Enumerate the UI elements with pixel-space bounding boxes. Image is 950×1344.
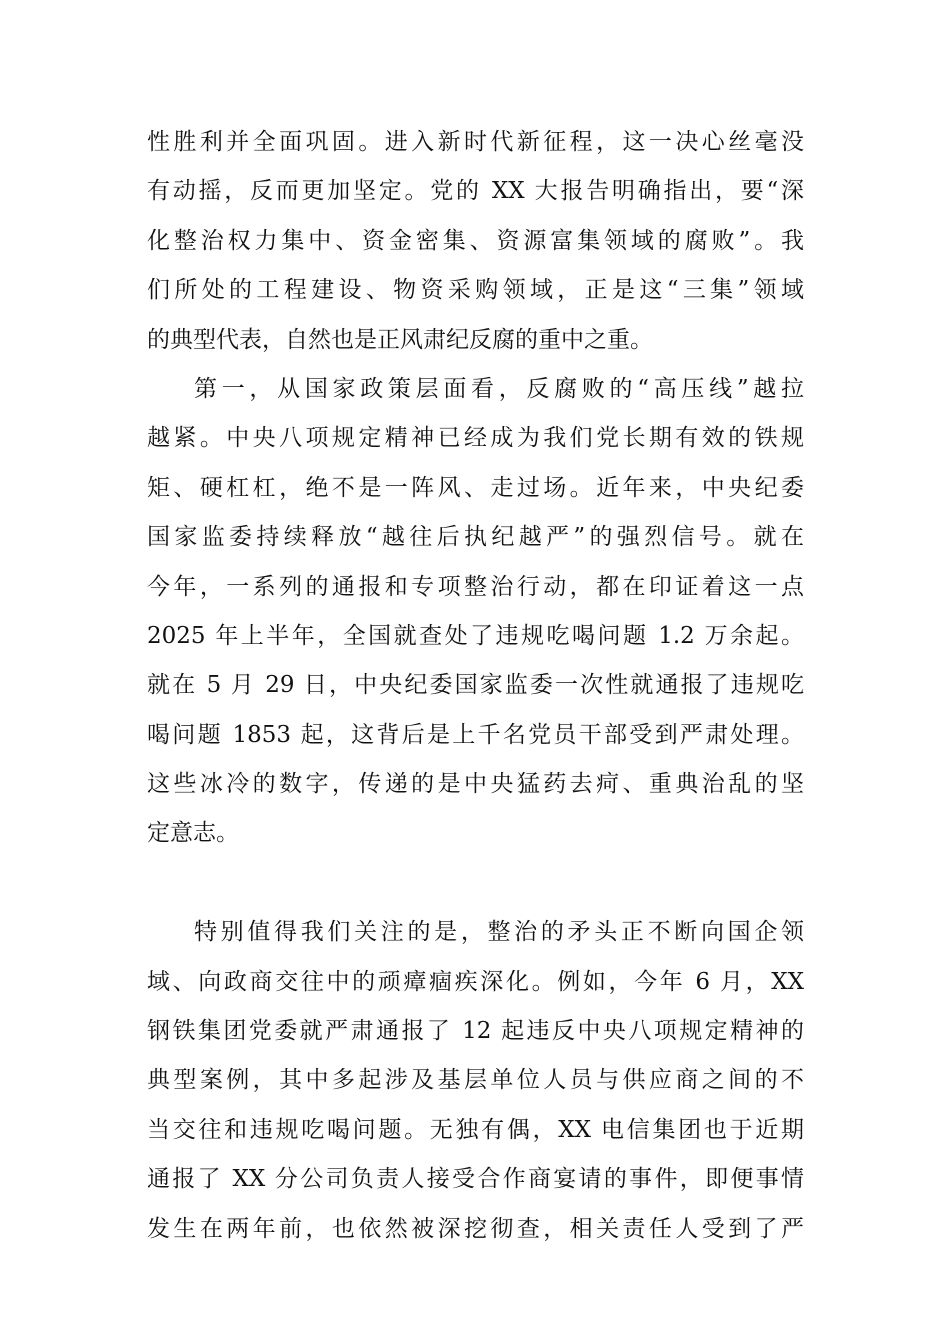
text-line: 性胜利并全面巩固。进入新时代新征程，这一决心丝毫没: [147, 129, 804, 155]
paragraph-gap: [147, 859, 804, 908]
text-line: 当交往和违规吃喝问题。无独有偶，XX 电信集团也于近期: [147, 1116, 804, 1143]
text-line: 有动摇，反而更加坚定。党的 XX 大报告明确指出，要“深: [147, 178, 804, 205]
text-line: 喝问题 1853 起，这背后是上千名党员干部受到严肃处理。: [147, 721, 804, 748]
text-line: 这些冰冷的数字，传递的是中央猛药去疴、重典治乱的坚: [147, 771, 804, 798]
text-line: 们所处的工程建设、物资采购领域，正是这“三集”领域: [147, 277, 804, 304]
text-line: 国家监委持续释放“越往后执纪越严”的强烈信号。就在: [147, 524, 804, 551]
text-line: 域、向政商交往中的顽瘴痼疾深化。例如，今年 6 月，XX: [147, 968, 804, 995]
text-line: 定意志。: [147, 820, 239, 847]
paragraph: [147, 908, 804, 1254]
paragraph: [147, 118, 804, 365]
text-line: 特别值得我们关注的是，整治的矛头正不断向国企领: [194, 919, 804, 946]
text-line: 化整治权力集中、资金密集、资源富集领域的腐败”。我: [147, 227, 804, 254]
text-line: 今年，一系列的通报和专项整治行动，都在印证着这一点: [147, 573, 804, 600]
text-line: 的典型代表，自然也是正风肃纪反腐的重中之重。: [147, 326, 653, 353]
text-line: 第一，从国家政策层面看，反腐败的“高压线”越拉: [194, 375, 804, 402]
text-line: 矩、硬杠杠，绝不是一阵风、走过场。近年来，中央纪委: [147, 474, 804, 501]
text-line: 典型案例，其中多起涉及基层单位人员与供应商之间的不: [147, 1067, 804, 1094]
paragraph: [147, 365, 804, 859]
text-line: 发生在两年前，也依然被深挖彻查，相关责任人受到了严: [147, 1215, 804, 1242]
text-line: 就在 5 月 29 日，中央纪委国家监委一次性就通报了违规吃: [147, 672, 804, 699]
text-line: 通报了 XX 分公司负责人接受合作商宴请的事件，即便事情: [147, 1166, 804, 1193]
text-line: 2025 年上半年，全国就查处了违规吃喝问题 1.2 万余起。: [147, 622, 804, 649]
document-page: [147, 118, 804, 1254]
text-line: 越紧。中央八项规定精神已经成为我们党长期有效的铁规: [147, 425, 804, 452]
text-line: 钢铁集团党委就严肃通报了 12 起违反中央八项规定精神的: [147, 1018, 804, 1045]
